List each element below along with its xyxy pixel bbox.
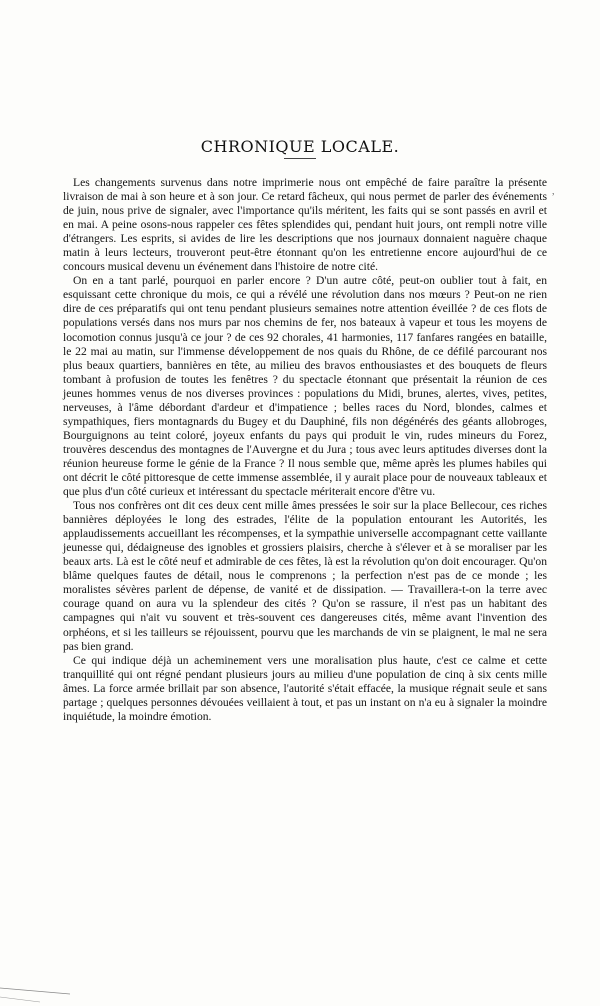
scan-corner-marks [0, 985, 90, 1006]
title-rule [284, 158, 316, 159]
page-title: CHRONIQUE LOCALE. [200, 137, 400, 156]
margin-mark: , [552, 186, 555, 197]
paragraph-1: Les changements survenus dans notre imprimerie nous ont empêché de faire paraître la présente livraison de mai à son heure et à son jour. Ce retard fâcheux, qui nous permet de parler des événements de juin, nous prive de signaler, avec l'importance qu'ils méritent, les faits qui se sont passés en avril et en mai. A peine osons-nous rappeler ces fêtes splendides qui, pendant huit jours, ont rempli notre ville d'étrangers. Les esprits, si avides de lire les descriptions que nos journaux donnaient naguère chaque matin à leurs lecteurs, trouveront peut-être étonnant qu'on les entretienne encore aujourd'hui de ce concours musical devenu un événement dans l'histoire de notre cité. [63, 176, 547, 274]
paragraph-4: Ce qui indique déjà un acheminement vers une moralisation plus haute, c'est ce calme et cette tranquillité qui ont régné pendant plusieurs jours au milieu d'une population de cinq à six cents mille âmes. La force armée brillait par son absence, l'autorité s'était effacée, la musique régnait seule et sans partage ; quelques personnes dévouées veillaient à tout, et pas un instant on n'a eu à signaler la moindre inquiétude, la moindre émotion. [63, 653, 547, 723]
paragraph-3: Tous nos confrères ont dit ces deux cent mille âmes pressées le soir sur la place Bellecour, ces riches bannières déployées le long des estrades, l'élite de la population entourant les Autorités, les applaudissements accueillant les récompenses, et la sympathie universelle accompagnant cette vaillante jeunesse qui, dédaigneuse des ignobles et grossiers plaisirs, cherche à s'élever et à se moraliser par les beaux arts. Là est le côté neuf et admirable de ces fêtes, là est la révolution qu'on doit encourager. Qu'on blâme quelques fautes de détail, nous le comprenons ; la perfection n'est pas de ce monde ; les moralistes sévères parlent de dépense, de vanité et de dissipation. — Travaillera-t-on la terre avec courage quand on aura vu la splendeur des cités ? Qu'on se rassure, il n'est pas un habitant des campagnes qui n'ait vu souvent et très-souvent ces dangereuses cités, même avant l'invention des orphéons, et si les tailleurs se réjouissent, pourvu que les marchands de vin se plaignent, le mal ne sera pas bien grand. [63, 499, 547, 653]
article-body [63, 176, 547, 724]
paragraph-2: On en a tant parlé, pourquoi en parler encore ? D'un autre côté, peut-on oublier tout à fait, en esquissant cette chronique du mois, ce qui a révélé une révolution dans nos mœurs ? Peut-on ne rien dire de ces préparatifs qui ont tenu pendant plusieurs semaines notre attention éveillée ? de ces flots de populations versés dans nos murs par nos chemins de fer, nos bateaux à vapeur et tous les moyens de locomotion connus jusqu'à ce jour ? de ces 92 chorales, 41 harmonies, 117 fanfares rangées en bataille, le 22 mai au matin, sur l'immense développement de nos quais du Rhône, de ce défilé parcourant nos plus beaux quartiers, bannières en tête, au milieu des bravos enthousiastes et des bouquets de fleurs tombant à profusion de toutes les fenêtres ? du spectacle étonnant que présentait la réunion de ces jeunes hommes venus de nos diverses provinces : populations du Midi, brunes, alertes, vives, petites, nerveuses, à l'âme débordant d'ardeur et d'impatience ; belles races du Nord, blondes, calmes et sympathiques, fiers montagnards du Bugey et du Dauphiné, fils non dégénérés des géants allobroges, Bourguignons au teint coloré, joyeux enfants du pays qui produit le vin, rudes mineurs du Forez, trouvères descendus des montagnes de l'Auvergne et du Jura ; tous avec leurs aptitudes diverses dont la réunion heureuse forme le génie de la France ? Il nous semble que, même après les plumes habiles qui ont décrit le côté pittoresque de cette immense assemblée, il y aurait place pour de nouveaux tableaux et que plus d'un côté curieux et intéressant du spectacle mériterait encore d'être vu. [63, 274, 547, 499]
